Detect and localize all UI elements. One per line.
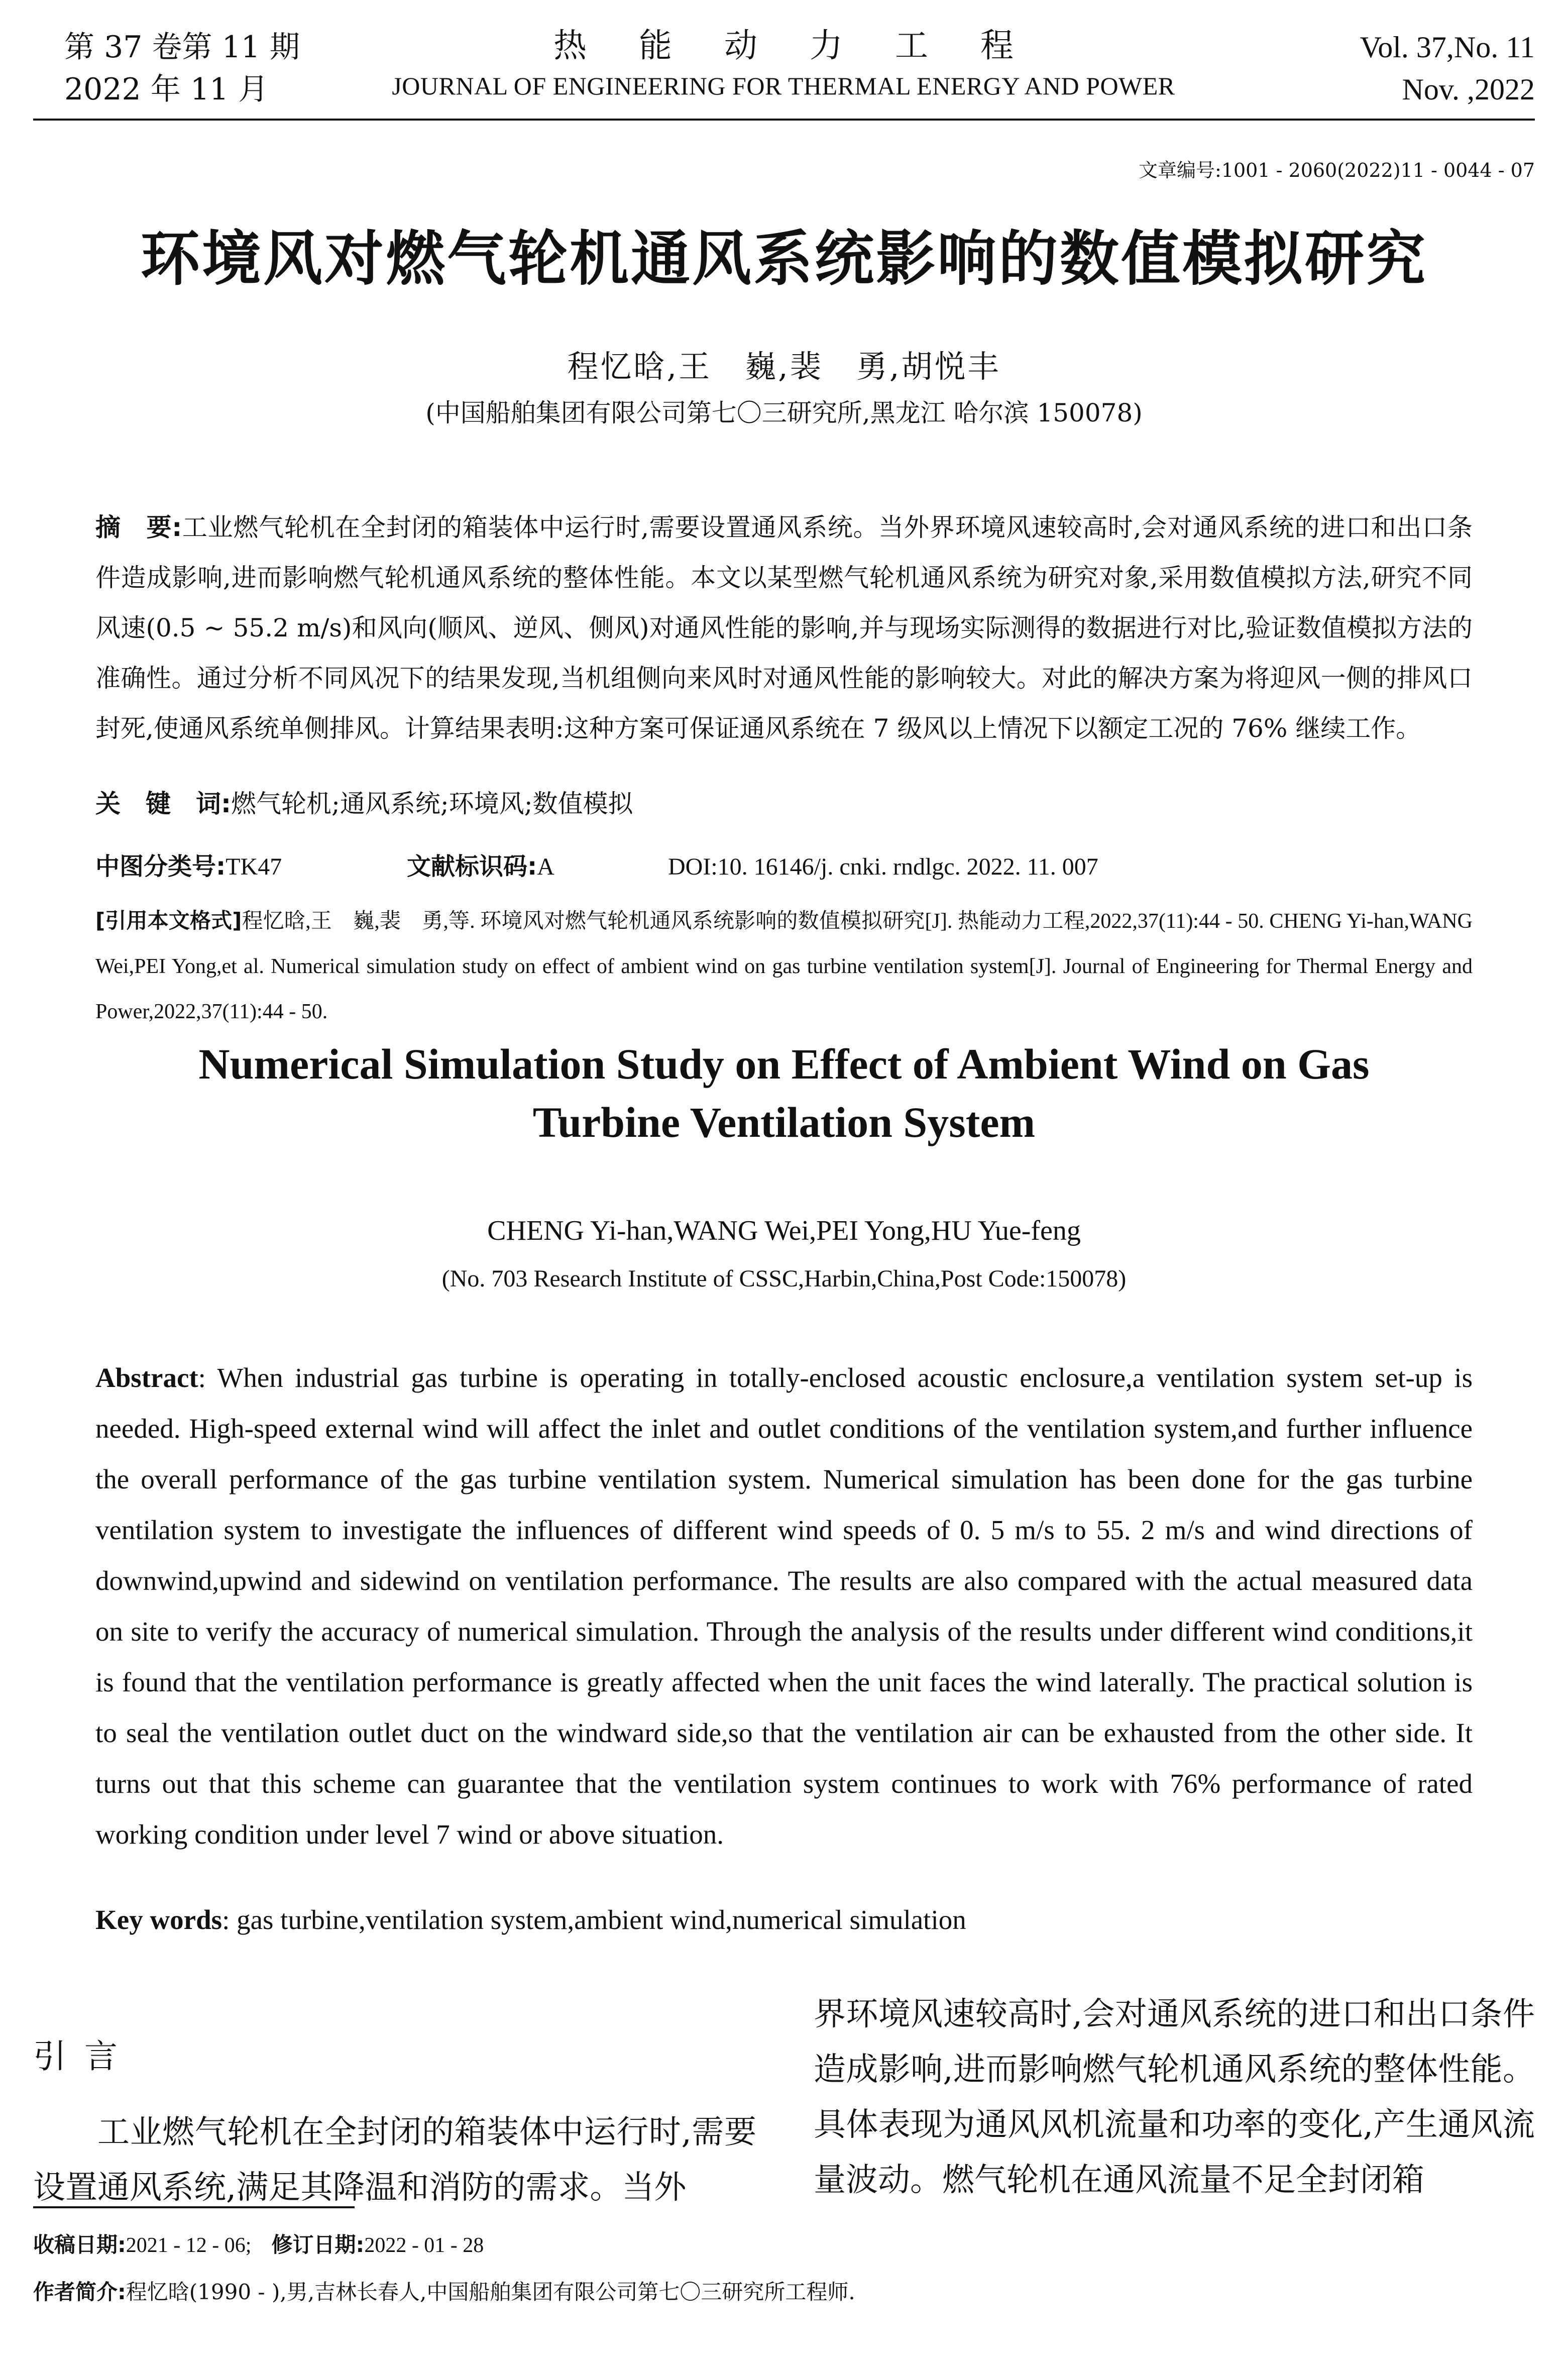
- doc-code-label: 文献标识码:: [407, 852, 537, 881]
- header-month-year: Nov. ,2022: [1402, 73, 1535, 106]
- keywords-cn: [95, 784, 1473, 820]
- footnote-dates: [33, 2228, 484, 2259]
- keywords-en-text: gas turbine,ventilation system,ambient wind,numerical simulation: [237, 1904, 966, 1935]
- abstract-cn-label: 摘 要:: [95, 513, 182, 542]
- abstract-cn-text: 工业燃气轮机在全封闭的箱装体中运行时,需要设置通风系统。当外界环境风速较高时,会对通风系统的进口和出口条件造成影响,进而影响燃气轮机通风系统的整体性能。本文以某型燃气轮机通风系统为研究对象,采用数值模拟方法,研究不同风速(0.5 ~ 55.2 m/s)和风向(顺风、逆风、侧风)对通风性能的影响,并与现场实际测得的数据进行对比,验证数值模拟方法的准确性。通过分析不同风况下的结果发现,当机组侧向来风时对通风性能的影响较大。对此的解决方案为将迎风一侧的排风口封死,使通风系统单侧排风。计算结果表明:这种方案可保证通风系统在 7 级风以上情况下以额定工况的 76% 继续工作。: [95, 513, 1473, 743]
- header-volume-en: [1360, 26, 1535, 111]
- journal-name-en: JOURNAL OF ENGINEERING FOR THERMAL ENERGY AND POWER: [392, 72, 1175, 100]
- bio-text: 程忆晗(1990 - ),男,吉林长春人,中国船舶集团有限公司第七〇三研究所工程师.: [126, 2280, 855, 2304]
- received-date: 2021 - 12 - 06;: [126, 2234, 252, 2257]
- clc-value: TK47: [226, 853, 282, 880]
- header-date: 2022 年 11 月: [64, 72, 269, 107]
- clc-label: 中图分类号:: [95, 852, 226, 881]
- doc-code-value: A: [537, 853, 554, 880]
- title-en: [0, 1035, 1568, 1151]
- header-divider: [33, 119, 1535, 121]
- intro-left-column: 工业燃气轮机在全封闭的箱装体中运行时,需要设置通风系统,满足其降温和消防的需求。当外: [33, 2114, 756, 2206]
- authors-cn: 程忆晗,王 巍,裴 勇,胡悦丰: [567, 348, 1001, 385]
- header-volume-issue: 第 37 卷第 11 期: [64, 30, 300, 65]
- keywords-cn-text: 燃气轮机;通风系统;环境风;数值模拟: [231, 789, 633, 818]
- classification-line: [95, 847, 1098, 882]
- citation-format: [95, 898, 1473, 1034]
- header-vol-no: Vol. 37,No. 11: [1360, 31, 1535, 64]
- title-cn: 环境风对燃气轮机通风系统影响的数值模拟研究: [140, 224, 1427, 293]
- abstract-en-text: When industrial gas turbine is operating in totally-enclosed acoustic enclosure,a ventilation system set-up is needed. High-speed external wind will affect the inlet and outlet conditions of the ventilation system,and further influence the overall performance of the gas turbine ventilation system. Numerical simulation has been done for the gas turbine ventilation system to investigate the influences of different wind speeds of 0. 5 m/s to 55. 2 m/s and wind directions of downwind,upwind and sidewind on ventilation performance. The results are also compared with the actual measured data on site to verify the accuracy of numerical simulation. Through the analysis of the results under different wind conditions,it is found that the ventilation performance is greatly affected when the unit faces the wind laterally. The practical solution is to seal the ventilation outlet duct on the windward side,so that the ventilation air can be exhausted from the other side. It turns out that this scheme can guarantee that the ventilation system continues to work with 76% performance of rated working condition under level 7 wind or above situation.: [95, 1362, 1473, 1850]
- journal-name-cn: 热能动力工程: [553, 26, 1066, 65]
- received-label: 收稿日期:: [33, 2232, 126, 2257]
- keywords-en: [95, 1904, 1473, 1936]
- article-number: 文章编号:1001 - 2060(2022)11 - 0044 - 07: [1139, 159, 1535, 181]
- affiliation-cn: (中国船舶集团有限公司第七〇三研究所,黑龙江 哈尔滨 150078): [425, 398, 1143, 427]
- citation-label: [引用本文格式]: [95, 908, 242, 933]
- keywords-en-colon: :: [222, 1904, 230, 1935]
- abstract-cn: [95, 502, 1473, 754]
- keywords-cn-label: 关 键 词:: [95, 789, 231, 818]
- title-en-line1: Numerical Simulation Study on Effect of Ambient Wind on Gas: [198, 1040, 1370, 1088]
- revised-label: 修订日期:: [271, 2232, 365, 2257]
- doi: DOI:10. 16146/j. cnki. rndlgc. 2022. 11. 007: [668, 853, 1098, 880]
- intro-right-column: 界环境风速较高时,会对通风系统的进口和出口条件造成影响,进而影响燃气轮机通风系统的整体性能。具体表现为通风风机流量和功率的变化,产生通风流量波动。燃气轮机在通风流量不足全封闭箱: [814, 1996, 1535, 2199]
- bio-label: 作者简介:: [33, 2280, 126, 2304]
- header-issue: [64, 26, 300, 111]
- title-en-line2: Turbine Ventilation System: [532, 1098, 1036, 1146]
- authors-en: CHENG Yi-han,WANG Wei,PEI Yong,HU Yue-feng: [487, 1215, 1081, 1246]
- footnote-author-bio: [33, 2276, 855, 2306]
- affiliation-en: (No. 703 Research Institute of CSSC,Harbin,China,Post Code:150078): [441, 1265, 1127, 1292]
- citation-text: 程忆晗,王 巍,裴 勇,等. 环境风对燃气轮机通风系统影响的数值模拟研究[J]. 热能动力工程,2022,37(11):44 - 50. CHENG Yi-han,WANG Wei,PEI Yong,et al. Numerical simulation study on effect of ambient wind on gas turbine ventilation system[J]. Journal of Engineering for Thermal Energy and Power,2022,37(11):44 - 50.: [95, 910, 1473, 1023]
- abstract-en-label: Abstract: [95, 1362, 198, 1393]
- revised-date: 2022 - 01 - 28: [364, 2234, 484, 2257]
- keywords-en-label: Key words: [95, 1904, 222, 1935]
- header-journal: [352, 23, 1215, 103]
- abstract-en: [95, 1352, 1473, 1860]
- abstract-en-colon: :: [198, 1362, 206, 1393]
- footnote-divider: [33, 2206, 355, 2208]
- section-title-intro: 引言: [33, 2037, 136, 2076]
